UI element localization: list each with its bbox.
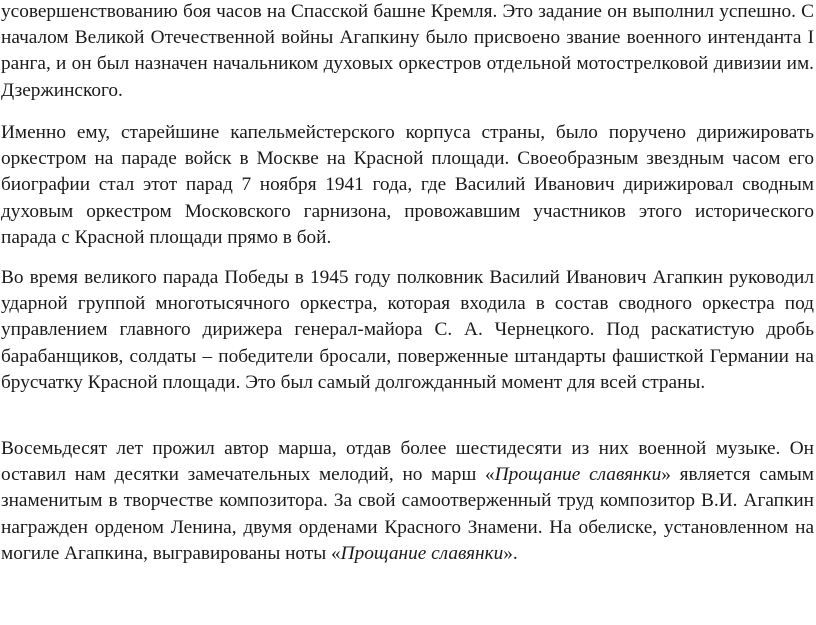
march-title-italic-2: Прощание славянки — [340, 542, 504, 564]
march-title-italic: Прощание славянки — [494, 464, 662, 486]
legacy-text-part-1: Восемьдесят лет прожил автор марша, отдав более шестидесяти из них военной музыке. Он оставил нам десятки замечательных мелодий, но марш « — [1, 438, 814, 486]
paragraph-legacy — [1, 436, 814, 567]
legacy-text-part-3: ». — [503, 542, 518, 564]
paragraph-victory-parade-1945: Во время великого парада Победы в 1945 году полковник Василий Иванович Агапкин руководил ударной группой многотысячного оркестра, которая входила в состав сводного оркестра под управлением главного дирижера генерал-майора С. А. Чернецкого. Под раскатистую дробь барабанщиков, солдаты – победители бросали, поверженные штандарты фашисткой Германии на брусчатку Красной площади. Это был самый долгожданный момент для всей страны. — [1, 267, 814, 393]
legacy-text-part-2: » является самым знаменитым в творчестве композитора. За свой самоотверженный труд композитор В.И. Агапкин награжден орденом Ленина, двумя орденами Красного Знамени. На обелиске, установленном на могиле Агапкина, выгравированы ноты « — [1, 464, 814, 564]
paragraph-parade-1941: Именно ему, старейшине капельмейстерского корпуса страны, было поручено дирижировать оркестром на параде войск в Москве на Красной площади. Своеобразным звездным часом его биографии стал этот парад 7 ноября 1941 года, где Василий Иванович дирижировал сводным духовым оркестром Московского гарнизона, провожавшим участников этого исторического парада с Красной площади прямо в бой. — [1, 122, 814, 248]
paragraph-spasskaya-clock: усовершенствованию боя часов на Спасской башне Кремля. Это задание он выполнил успешно. С началом Великой Отечественной войны Агапкину было присвоено звание военного интенданта I ранга, и он был назначен начальником духовых оркестров отдельной мотострелковой дивизии им. Дзержинского. — [1, 1, 814, 101]
